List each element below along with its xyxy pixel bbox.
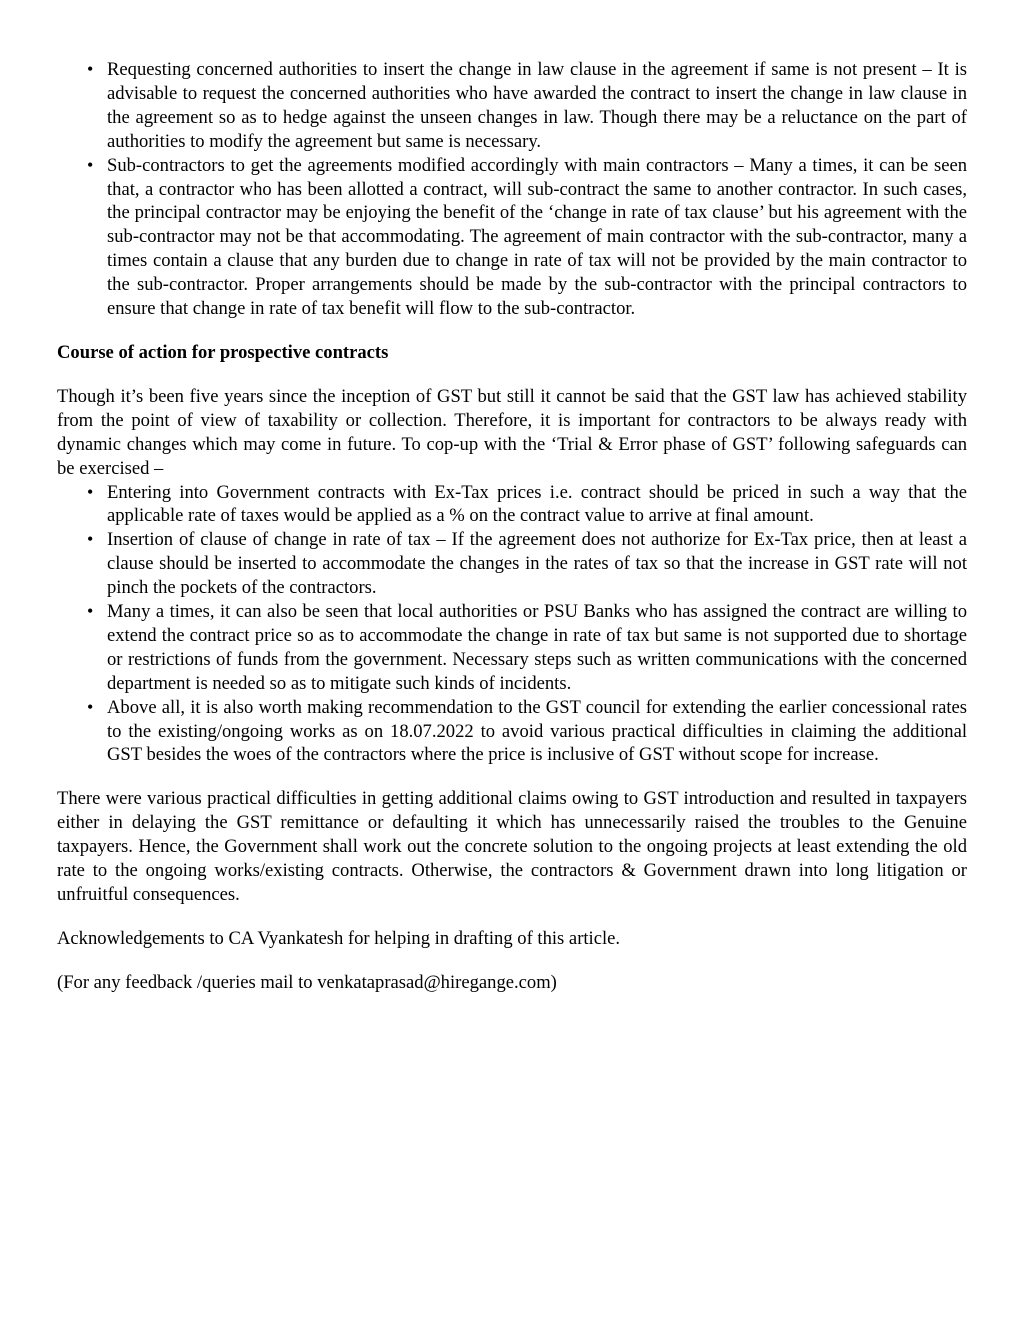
bullet-list-existing-contracts bbox=[57, 58, 967, 321]
list-item: • Insertion of clause of change in rate of tax – If the agreement does not authorize for Ex-Tax price, then at least a clause should be inserted to accommodate the changes in the rates of tax so that the increase in GST rate will not pinch the pockets of the contractors. bbox=[107, 528, 967, 600]
acknowledgement-text: Acknowledgements to CA Vyankatesh for helping in drafting of this article. bbox=[57, 927, 621, 949]
list-item: • Above all, it is also worth making recommendation to the GST council for extending the earlier concessional rates to the existing/ongoing works as on 18.07.2022 to avoid various practical difficulties in claiming the additional GST besides the woes of the contractors where the price is inclusive of GST without scope for increase. bbox=[107, 696, 967, 768]
list-item: • Entering into Government contracts with Ex-Tax prices i.e. contract should be priced in such a way that the applicable rate of taxes would be applied as a % on the contract value to arrive at final amount. bbox=[107, 481, 967, 529]
intro-paragraph: Though it’s been five years since the inception of GST but still it cannot be said that the GST law has achieved stability from the point of view of taxability or collection. Therefore, it is important for contractors to be always ready with dynamic changes which may come in future. To cop-up with the ‘Trial & Error phase of GST’ following safeguards can be exercised – bbox=[57, 385, 967, 479]
feedback-text: (For any feedback /queries mail to venkataprasad@hiregange.com) bbox=[57, 971, 557, 993]
list-item: • Many a times, it can also be seen that local authorities or PSU Banks who has assigned the contract are willing to extend the contract price so as to accommodate the change in rate of tax but same is not supported due to shortage or restrictions of funds from the government. Necessary steps such as written communications with the concerned department is needed so as to mitigate such kinds of incidents. bbox=[107, 600, 967, 696]
conclusion-paragraph: There were various practical difficulties in getting additional claims owing to GST introduction and resulted in taxpayers either in delaying the GST remittance or defaulting it which has unnecessarily raised the troubles to the Genuine taxpayers. Hence, the Government shall work out the concrete solution to the ongoing projects at least extending the old rate to the ongoing works/existing contracts. Otherwise, the contractors & Government drawn into long litigation or unfruitful consequences. bbox=[57, 788, 967, 905]
section-heading: Course of action for prospective contracts bbox=[57, 341, 389, 363]
list-item: • Requesting concerned authorities to insert the change in law clause in the agreement if same is not present – It is advisable to request the concerned authorities who have awarded the contract to insert the change in law clause in the agreement so as to hedge against the unseen changes in law. Though there may be a reluctance on the part of authorities to modify the agreement but same is necessary. bbox=[107, 58, 967, 154]
bullet-list-safeguards bbox=[57, 481, 967, 768]
document-body bbox=[57, 58, 967, 995]
list-item: • Sub-contractors to get the agreements modified accordingly with main contractors – Many a times, it can be seen that, a contractor who has been allotted a contract, will sub-contract the same to another contractor. In such cases, the principal contractor may be enjoying the benefit of the ‘change in rate of tax clause’ but his agreement with the sub-contractor may not be that accommodating. The agreement of main contractor with the sub-contractor, many a times contain a clause that any burden due to change in rate of tax will not be provided by the main contractor to the sub-contractor. Proper arrangements should be made by the sub-contractor with the principal contractors to ensure that change in rate of tax benefit will flow to the sub-contractor. bbox=[107, 154, 967, 321]
